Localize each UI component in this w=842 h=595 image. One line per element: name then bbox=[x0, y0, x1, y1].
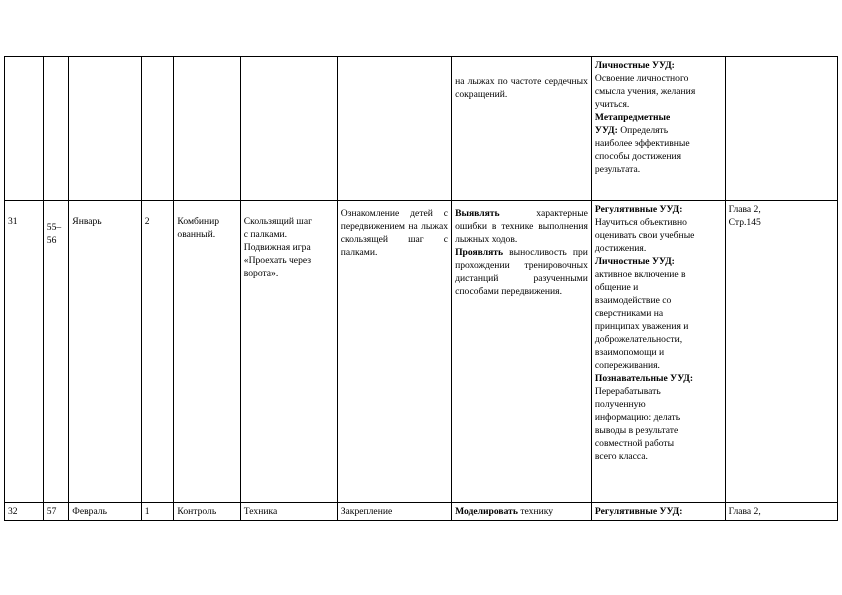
cell-uud bbox=[591, 57, 725, 201]
personal-uud-text: Освоение личностного смысла учения, желания учиться. bbox=[594, 73, 696, 110]
cogn-uud-label: Познавательные УУД: bbox=[594, 373, 694, 384]
cell-hours bbox=[141, 57, 174, 201]
cell-ref bbox=[725, 201, 837, 503]
cell-lessons bbox=[43, 201, 69, 503]
cell-type bbox=[174, 201, 240, 503]
activity-text: выносливость при прохождении тренировочных дистанций разученными способами передвижения. bbox=[455, 247, 588, 297]
table-row bbox=[5, 503, 838, 521]
cell-uud bbox=[591, 503, 725, 521]
cell-num: 31 bbox=[5, 201, 44, 503]
cell-num: 32 bbox=[5, 503, 44, 521]
personal-uud-text: активное включение в общение и взаимодействие со сверстниками на принципах уважения и доброжелательности, взаимопомощи и сопереживания. bbox=[594, 269, 689, 371]
cell-elements bbox=[337, 57, 451, 201]
table-row bbox=[5, 57, 838, 201]
cell-type bbox=[174, 57, 240, 201]
cell-elements bbox=[337, 201, 451, 503]
cell-hours: 1 bbox=[141, 503, 174, 521]
activity-verb: Выявлять bbox=[455, 208, 500, 219]
elements-text: Ознакомление детей с передвижением на лыжах скользящей шаг с палками. bbox=[340, 208, 449, 258]
activity-text: на лыжах по частоте сердечных сокращений. bbox=[455, 76, 588, 100]
meta-uud-label: Метапредметные УУД: bbox=[594, 112, 671, 136]
cell-topic: Техника bbox=[240, 503, 337, 521]
activity-text: характерные ошибки в технике выполнения лыжных ходов. bbox=[455, 208, 588, 245]
cell-lessons: 57 bbox=[43, 503, 69, 521]
topic-text: Скользящий шаг с палками. Подвижная игра «Проехать через ворота». bbox=[243, 216, 313, 279]
cell-ref: Глава 2, bbox=[725, 503, 837, 521]
type-text: Комбинир ованный. bbox=[177, 216, 220, 240]
lesson-plan-table bbox=[4, 56, 838, 521]
cogn-uud-text: Перерабатывать полученную информацию: делать выводы в результате совместной работы всего класса. bbox=[594, 386, 681, 462]
meta-uud-text: Определять наиболее эффективные способы достижения результата. bbox=[594, 125, 690, 175]
cell-type: Контроль bbox=[174, 503, 240, 521]
personal-uud-label: Личностные УУД: bbox=[594, 256, 675, 267]
cell-ref bbox=[725, 57, 837, 201]
personal-uud-label: Личностные УУД: bbox=[594, 60, 675, 71]
cell-elements: Закрепление bbox=[337, 503, 451, 521]
table-row bbox=[5, 201, 838, 503]
cell-topic bbox=[240, 201, 337, 503]
cell-num bbox=[5, 57, 44, 201]
cell-month: Февраль bbox=[69, 503, 141, 521]
cell-activity bbox=[452, 57, 592, 201]
lessons-text: 55– 56 bbox=[46, 222, 62, 246]
cell-activity bbox=[452, 503, 592, 521]
cell-activity bbox=[452, 201, 592, 503]
regul-uud-text: Научиться объективно оценивать свои учебные достижения. bbox=[594, 217, 695, 254]
regul-uud-label: Регулятивные УУД: bbox=[594, 204, 683, 215]
ref-text: Глава 2, Стр.145 bbox=[728, 204, 761, 228]
cell-hours: 2 bbox=[141, 201, 174, 503]
activity-verb: Моделировать bbox=[455, 506, 518, 517]
cell-month: Январь bbox=[69, 201, 141, 503]
cell-month bbox=[69, 57, 141, 201]
activity-verb: Проявлять bbox=[455, 247, 504, 258]
activity-text: технику bbox=[517, 506, 554, 517]
cell-topic bbox=[240, 57, 337, 201]
cell-uud bbox=[591, 201, 725, 503]
regul-uud-label: Регулятивные УУД: bbox=[594, 506, 683, 517]
cell-lessons bbox=[43, 57, 69, 201]
